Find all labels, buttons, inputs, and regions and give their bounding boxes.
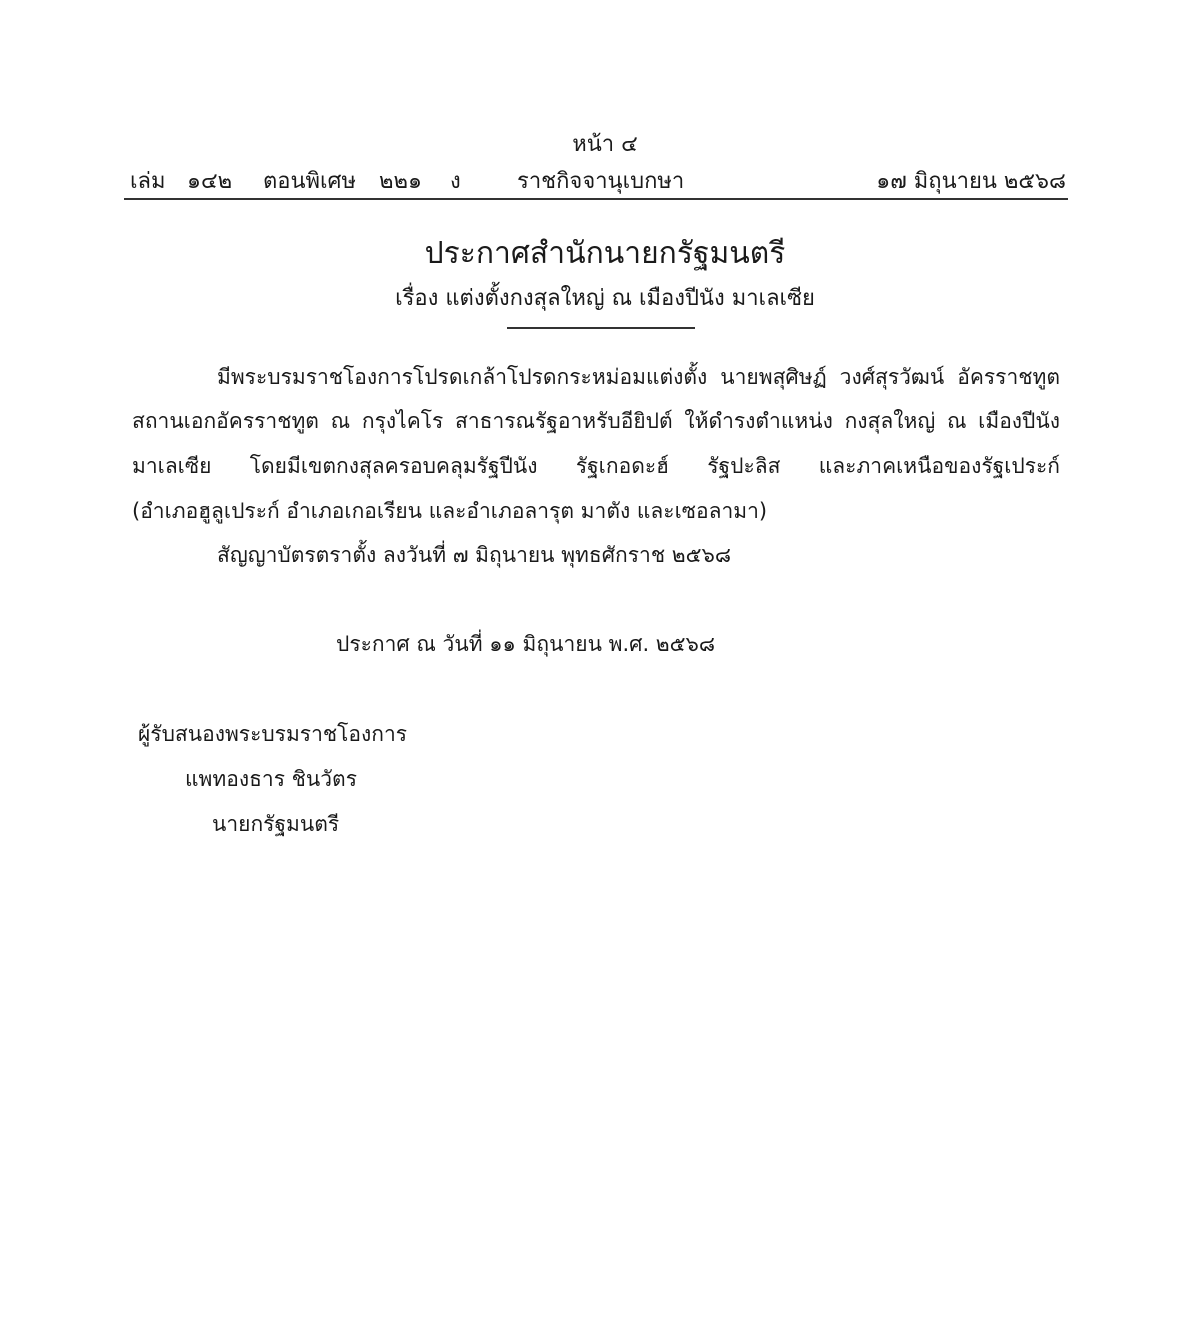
body-line: (อำเภอฮูลูเประก์ อำเภอเกอเรียน และอำเภอลารุต มาตัง และเซอลามา) bbox=[132, 499, 768, 523]
header-divider bbox=[124, 198, 1068, 200]
issue-label: ตอนพิเศษ bbox=[263, 169, 357, 194]
gazette-name: ราชกิจจานุเบกษา bbox=[517, 169, 685, 194]
page-number: หน้า ๔ bbox=[572, 132, 638, 157]
issue-section: ง bbox=[450, 169, 461, 194]
countersign-label: ผู้รับสนองพระบรมราชโองการ bbox=[138, 722, 408, 746]
announcement-title: ประกาศสำนักนายกรัฐมนตรี bbox=[424, 236, 786, 271]
volume-label: เล่ม bbox=[130, 169, 166, 194]
proclamation-date: ประกาศ ณ วันที่ ๑๑ มิถุนายน พ.ศ. ๒๕๖๘ bbox=[336, 632, 716, 656]
body-line: มีพระบรมราชโองการโปรดเกล้าโปรดกระหม่อมแต่งตั้ง นายพสุศิษฏ์ วงศ์สุรวัฒน์ อัครราชทูต bbox=[217, 365, 1060, 389]
title-divider bbox=[507, 327, 695, 329]
publication-date: ๑๗ มิถุนายน ๒๕๖๘ bbox=[876, 169, 1066, 194]
announcement-subject: เรื่อง แต่งตั้งกงสุลใหญ่ ณ เมืองปีนัง มาเลเซีย bbox=[395, 286, 815, 311]
signer-position: นายกรัฐมนตรี bbox=[212, 812, 340, 836]
volume-number: ๑๔๒ bbox=[187, 169, 233, 194]
body-line: สถานเอกอัครราชทูต ณ กรุงไคโร สาธารณรัฐอาหรับอียิปต์ ให้ดำรงตำแหน่ง กงสุลใหญ่ ณ เมืองปีนัง bbox=[132, 409, 1060, 433]
gazette-header bbox=[130, 163, 1070, 197]
issue-number: ๒๒๑ bbox=[379, 169, 422, 194]
body-line: มาเลเซีย โดยมีเขตกงสุลครอบคลุมรัฐปีนัง รัฐเกอดะฮ์ รัฐปะลิส และภาคเหนือของรัฐเประก์ bbox=[132, 454, 1060, 478]
appointment-date-line: สัญญาบัตรตราตั้ง ลงวันที่ ๗ มิถุนายน พุทธศักราช ๒๕๖๘ bbox=[217, 543, 732, 567]
signer-name: แพทองธาร ชินวัตร bbox=[185, 767, 357, 791]
